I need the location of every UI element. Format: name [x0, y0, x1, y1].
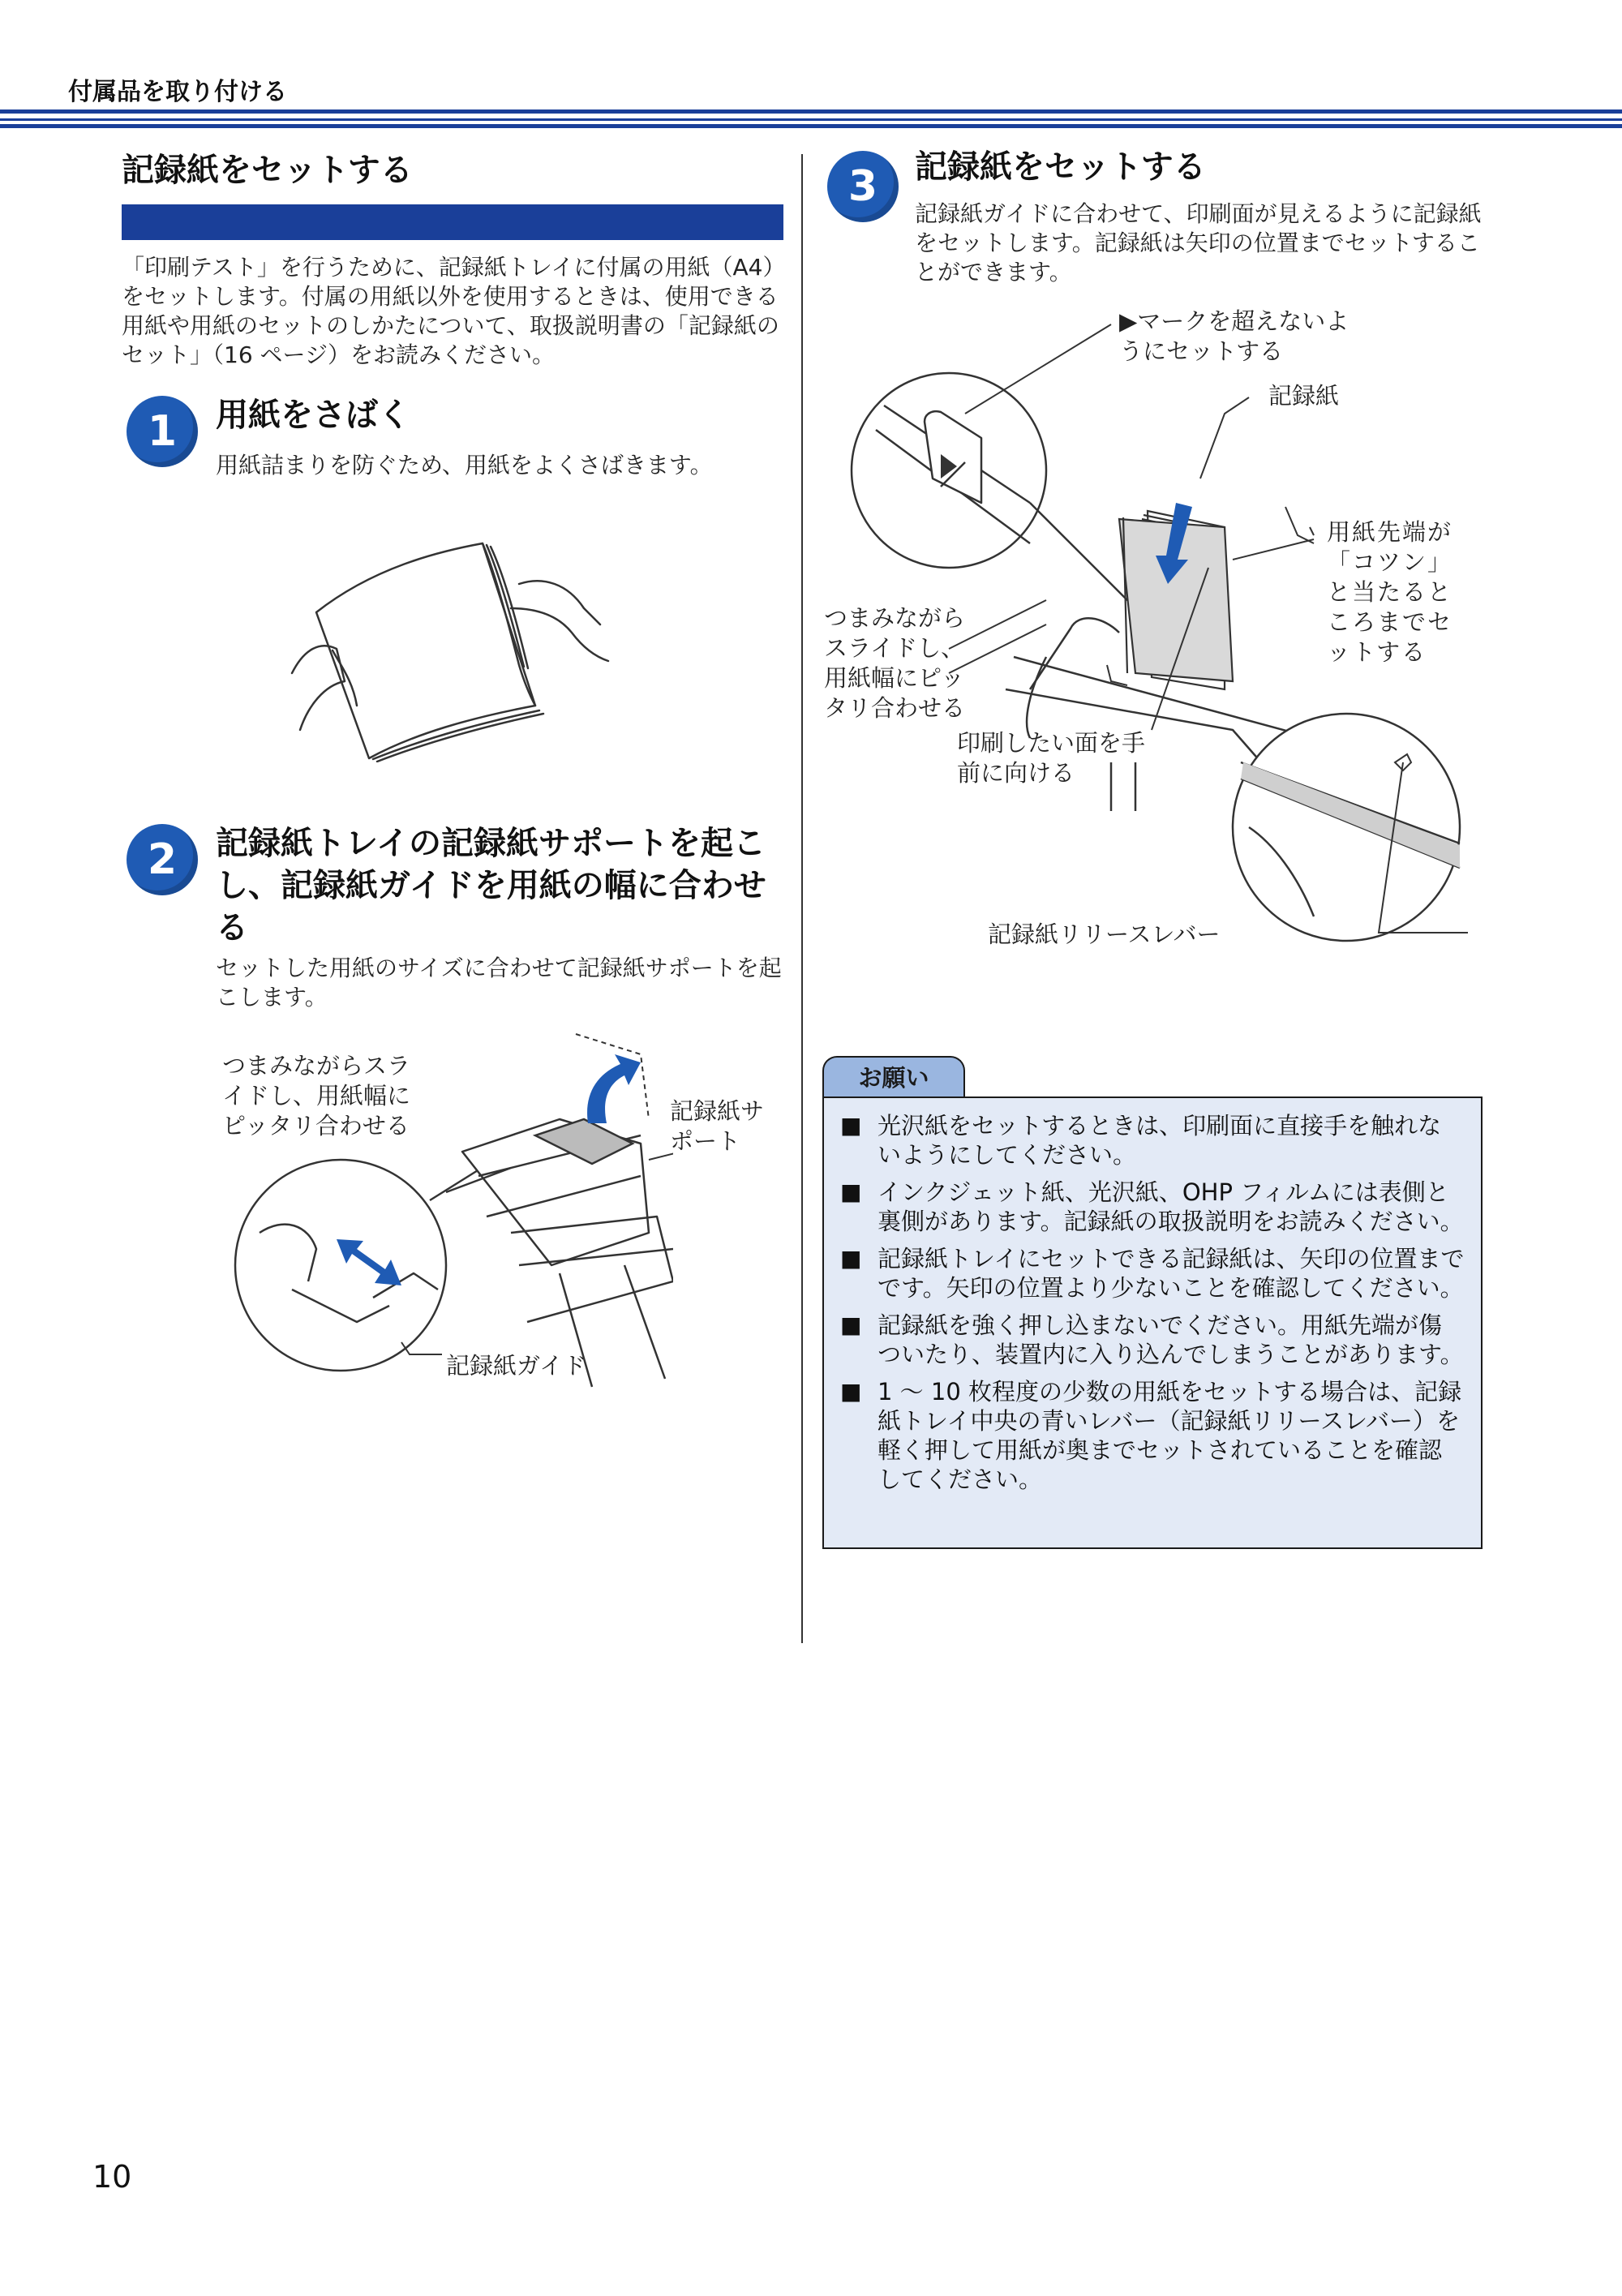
step-2-title: 記録紙トレイの記録紙サポートを起こし、記録紙ガイドを用紙の幅に合わせる [216, 825, 766, 946]
fig3-pinch-slide-label: つまみながらスライドし、用紙幅にピッタリ合わせる [824, 604, 966, 722]
section-title-bar [122, 204, 783, 240]
step-1-body: 用紙詰まりを防ぐため、用紙をよくさばきます。 [216, 452, 713, 479]
header-rule [0, 124, 1622, 128]
note-text: 記録紙を強く押し込まないでください。用紙先端が傷ついたり、装置内に入り込んでしまうことがあります。 [878, 1311, 1464, 1368]
section-title: 記録紙をセットする [122, 152, 413, 189]
note-text: 1 〜 10 枚程度の少数の用紙をセットする場合は、記録紙トレイ中央の青いレバー（記録紙リリースレバー）を軽く押して用紙が奥までセットされていることを確認してください。 [878, 1378, 1462, 1493]
fan-paper-illustration [276, 519, 616, 762]
fig3-paper-label: 記録紙 [1268, 382, 1340, 410]
bullet-square-icon: ■ [840, 1378, 862, 1405]
note-text: 光沢紙をセットするときは、印刷面に直接手を触れないようにしてください。 [878, 1112, 1442, 1169]
header-rule [0, 118, 1622, 121]
fig3-paper-edge-label: 用紙先端が「コツン」と当たるところまでセットする [1327, 518, 1453, 666]
header-rule [0, 109, 1622, 114]
bullet-square-icon: ■ [840, 1178, 862, 1205]
fig2-paper-support-label: 記録紙サポート [670, 1097, 765, 1155]
note-item [840, 1311, 1465, 1369]
chapter-title: 付属品を取り付ける [68, 78, 287, 106]
page-number: 10 [92, 2159, 132, 2195]
note-text: 記録紙トレイにセットできる記録紙は、矢印の位置までです。矢印の位置より少ないことを確認してください。 [878, 1245, 1465, 1302]
fig2-pinch-slide-label: つまみながらスライドし、用紙幅にピッタリ合わせる [222, 1052, 411, 1139]
section-intro: 「印刷テスト」を行うために、記録紙トレイに付属の用紙（A4）をセットします。付属の用紙以外を使用するときは、使用できる用紙や用紙のセットのしかたについて、取扱説明書の「記録紙のセット」（16 ページ）をお読みください。 [122, 254, 786, 368]
fig3-mark-note-label: ▶マークを超えないようにセットする [1119, 307, 1350, 365]
step-2-badge: 2 [127, 824, 198, 895]
note-item [840, 1244, 1465, 1302]
note-item [840, 1111, 1465, 1169]
bullet-square-icon: ■ [840, 1311, 862, 1338]
bullet-square-icon: ■ [840, 1245, 862, 1272]
note-text: インクジェット紙、光沢紙、OHP フィルムには表側と裏側があります。記録紙の取扱説明をお読みください。 [878, 1178, 1464, 1235]
fig3-release-lever-label: 記録紙リリースレバー [988, 921, 1221, 948]
fig2-paper-guide-label: 記録紙ガイド [446, 1352, 587, 1380]
column-divider [801, 154, 803, 1643]
note-tab: お願い [822, 1056, 965, 1098]
step-3-badge: 3 [827, 151, 899, 222]
step-3-body: 記録紙ガイドに合わせて、印刷面が見えるように記録紙をセットします。記録紙は矢印の位置までセットすることができます。 [915, 200, 1482, 285]
bullet-square-icon: ■ [840, 1112, 862, 1139]
step-1-badge: 1 [127, 396, 198, 467]
note-item [840, 1377, 1465, 1494]
fig3-print-side-label: 印刷したい面を手前に向ける [957, 729, 1146, 787]
note-item [840, 1178, 1465, 1236]
step-3-title: 記録紙をセットする [915, 148, 1206, 186]
step-1-title: 用紙をさばく [216, 397, 410, 434]
step-2-body: セットした用紙のサイズに合わせて記録紙サポートを起こします。 [216, 955, 782, 1011]
note-box [822, 1097, 1483, 1549]
